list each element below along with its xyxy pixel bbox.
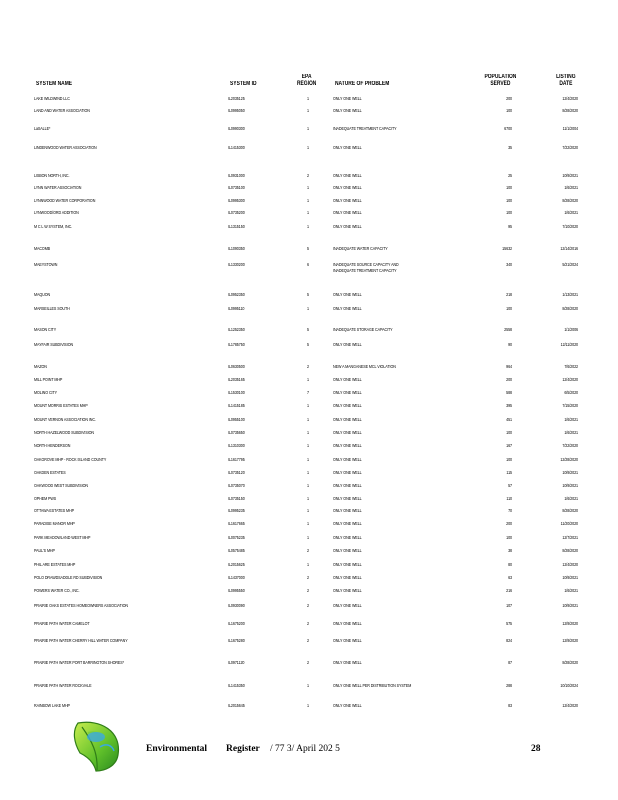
cell-system-id: IL1785750 bbox=[228, 342, 245, 347]
cell-system-name: MAEYSTOWN bbox=[34, 262, 58, 267]
cell-system-id: IL0971120 bbox=[228, 660, 245, 665]
cell-listing-date: 12/4/2020 bbox=[562, 703, 578, 708]
cell-system-id: IL2035165 bbox=[228, 377, 245, 382]
cell-system-id: IL1315150 bbox=[228, 224, 245, 229]
cell-listing-date: 5/21/2024 bbox=[562, 262, 578, 267]
cell-system-id: IL0630500 bbox=[228, 364, 245, 369]
cell-population-served: 575 bbox=[506, 621, 512, 626]
cell-population-served: 216 bbox=[506, 588, 512, 593]
cell-system-id: IL1090350 bbox=[228, 246, 245, 251]
cell-population-served: 87 bbox=[508, 660, 512, 665]
cell-population-served: 35 bbox=[508, 145, 512, 150]
cell-system-id: IL1415300 bbox=[228, 145, 245, 150]
cell-system-id: IL0735650 bbox=[228, 430, 245, 435]
cell-listing-date: 7/15/2020 bbox=[562, 403, 578, 408]
cell-system-id: IL0952350 bbox=[228, 292, 245, 297]
cell-nature-of-problem: ONLY ONE WELL bbox=[333, 198, 362, 203]
cell-population-served: 200 bbox=[506, 377, 512, 382]
cell-nature-of-problem: INADEQUATE TREATMENT CAPACITY bbox=[333, 126, 397, 131]
cell-epa-region: 6 bbox=[307, 262, 309, 267]
cell-population-served: 100 bbox=[506, 306, 512, 311]
cell-population-served: 95 bbox=[508, 224, 512, 229]
cell-listing-date: 12/4/2020 bbox=[562, 96, 578, 101]
cell-nature-of-problem: ONLY ONE WELL bbox=[333, 588, 362, 593]
cell-nature-of-problem: ONLY ONE WELL bbox=[333, 292, 362, 297]
cell-nature-of-problem: ONLY ONE WELL bbox=[333, 521, 362, 526]
cell-listing-date: 8/28/2020 bbox=[562, 306, 578, 311]
header-population-served: POPULATION SERVED bbox=[484, 74, 517, 87]
cell-population-served: 80 bbox=[508, 562, 512, 567]
cell-system-id: IL0930090 bbox=[228, 603, 245, 608]
cell-system-id: IL0735070 bbox=[228, 483, 245, 488]
cell-epa-region: 2 bbox=[307, 173, 309, 178]
cell-nature-of-problem: INADEQUATE STORAGE CAPACITY bbox=[333, 327, 393, 332]
cell-system-id: IL1310300 bbox=[228, 443, 245, 448]
cell-system-id: IL0995050 bbox=[228, 108, 245, 113]
cell-nature-of-problem: ONLY ONE WELL bbox=[333, 548, 362, 553]
cell-system-name: MOLINO CITY bbox=[34, 390, 58, 395]
cell-system-name: POWERS WATER CO., INC. bbox=[34, 588, 80, 593]
cell-system-name: PRAIRIE PATH WATER CAMELOT bbox=[34, 621, 90, 626]
cell-epa-region: 1 bbox=[307, 496, 309, 501]
cell-system-id: IL1437000 bbox=[228, 575, 245, 580]
cell-system-name: PRAIRIE PATH WATER ROCKVALE bbox=[34, 683, 92, 688]
cell-epa-region: 1 bbox=[307, 108, 309, 113]
cell-system-id: IL0990300 bbox=[228, 126, 245, 131]
page-footer bbox=[0, 740, 618, 770]
cell-epa-region: 1 bbox=[307, 430, 309, 435]
cell-system-id: IL0995300 bbox=[228, 198, 245, 203]
cell-population-served: 964 bbox=[506, 364, 512, 369]
cell-listing-date: 12/9/2020 bbox=[562, 638, 578, 643]
cell-listing-date: 12/4/2020 bbox=[562, 562, 578, 567]
cell-nature-of-problem: ONLY ONE WELL bbox=[333, 508, 362, 513]
cell-population-served: 57 bbox=[508, 483, 512, 488]
cell-population-served: 115 bbox=[506, 470, 512, 475]
header-system-name: SYSTEM NAME bbox=[36, 81, 73, 87]
cell-system-name: OPHEM PWS bbox=[34, 496, 57, 501]
cell-listing-date: 10/9/2021 bbox=[562, 603, 578, 608]
cell-epa-region: 1 bbox=[307, 683, 309, 688]
cell-population-served: 200 bbox=[506, 521, 512, 526]
cell-system-name: LINDENWOOD WATER ASSOCIATION bbox=[34, 145, 97, 150]
cell-listing-date: 10/9/2021 bbox=[562, 470, 578, 475]
cell-listing-date: 10/10/2024 bbox=[560, 683, 578, 688]
cell-nature-of-problem: ONLY ONE WELL bbox=[333, 342, 362, 347]
header-epa-region: EPA REGION bbox=[296, 74, 317, 87]
cell-population-served: 100 bbox=[506, 108, 512, 113]
cell-population-served: 107 bbox=[506, 603, 512, 608]
cell-system-name: PHIL ARE ESTATES MHP bbox=[34, 562, 76, 567]
header-listing-date: LISTING DATE bbox=[556, 74, 576, 87]
cell-system-id: IL0735120 bbox=[228, 470, 245, 475]
cell-system-name: LAKE WILDWIND LLC bbox=[34, 96, 70, 101]
cell-population-served: 100 bbox=[506, 430, 512, 435]
cell-system-name: PARADISE MANOR MHP bbox=[34, 521, 75, 526]
cell-system-id: IL1530100 bbox=[228, 390, 245, 395]
cell-population-served: 451 bbox=[506, 417, 512, 422]
cell-epa-region: 1 bbox=[307, 521, 309, 526]
cell-epa-region: 7 bbox=[307, 390, 309, 395]
cell-system-id: IL0955100 bbox=[228, 417, 245, 422]
cell-system-name: OAKGROVE MHP - ROCK ISLAND COUNTY bbox=[34, 457, 107, 462]
cell-nature-of-problem: ONLY ONE WELL bbox=[333, 417, 362, 422]
cell-system-name: POLO DRAWDSADDLE RD SUBDIVISION bbox=[34, 575, 103, 580]
cell-epa-region: 1 bbox=[307, 562, 309, 567]
cell-population-served: 200 bbox=[506, 96, 512, 101]
cell-listing-date: 8/28/2020 bbox=[562, 508, 578, 513]
cell-epa-region: 1 bbox=[307, 483, 309, 488]
cell-nature-of-problem: ONLY ONE WELL bbox=[333, 185, 362, 190]
cell-nature-of-problem: ONLY ONE WELL bbox=[333, 443, 362, 448]
cell-system-id: IL0575485 bbox=[228, 548, 245, 553]
cell-system-name: NORTH HENDERSON bbox=[34, 443, 71, 448]
cell-system-name: MOUNT VERNON ASSOCIATION INC. bbox=[34, 417, 96, 422]
cell-listing-date: 11/1/2004 bbox=[562, 126, 578, 131]
cell-listing-date: 12/7/2021 bbox=[562, 535, 578, 540]
cell-population-served: 100 bbox=[506, 210, 512, 215]
cell-system-name: MACOMB bbox=[34, 246, 51, 251]
cell-listing-date: 1/6/2021 bbox=[564, 496, 578, 501]
cell-system-name: PRAIRIE OAKS ESTATES HOMEOWNERS ASSOCIATION bbox=[34, 603, 128, 608]
cell-system-id: IL0735150 bbox=[228, 496, 245, 501]
cell-nature-of-problem: ONLY ONE WELL bbox=[333, 403, 362, 408]
cell-system-id: IL1675280 bbox=[228, 638, 245, 643]
cell-listing-date: 12/4/2020 bbox=[562, 377, 578, 382]
cell-epa-region: 5 bbox=[307, 342, 309, 347]
cell-epa-region: 1 bbox=[307, 470, 309, 475]
cell-listing-date: 8/28/2020 bbox=[562, 198, 578, 203]
cell-listing-date: 10/9/2021 bbox=[562, 483, 578, 488]
cell-epa-region: 1 bbox=[307, 224, 309, 229]
cell-epa-region: 5 bbox=[307, 327, 309, 332]
cell-population-served: 2558 bbox=[504, 327, 512, 332]
cell-system-id: IL1675200 bbox=[228, 621, 245, 626]
header-nature-of-problem: NATURE OF PROBLEM bbox=[335, 81, 390, 87]
cell-nature-of-problem: ONLY ONE WELL bbox=[333, 621, 362, 626]
cell-system-id: IL2015625 bbox=[228, 562, 245, 567]
cell-listing-date: 8/28/2020 bbox=[562, 548, 578, 553]
cell-listing-date: 12/11/2020 bbox=[560, 342, 578, 347]
cell-listing-date: 7/6/2022 bbox=[564, 364, 578, 369]
cell-population-served: 63 bbox=[508, 575, 512, 580]
cell-system-id: IL1415350 bbox=[228, 683, 245, 688]
cell-nature-of-problem: ONLY ONE WELL bbox=[333, 173, 362, 178]
cell-system-name: OAKWOOD WEST SUBDIVISION bbox=[34, 483, 88, 488]
cell-listing-date: 1/6/2021 bbox=[564, 417, 578, 422]
cell-nature-of-problem: ONLY ONE WELL bbox=[333, 430, 362, 435]
cell-system-name: LYNNWOOD WATER CORPORATION bbox=[34, 198, 96, 203]
cell-system-id: IL0995550 bbox=[228, 588, 245, 593]
cell-system-id: IL1330200 bbox=[228, 262, 245, 267]
cell-system-name: MAZON bbox=[34, 364, 47, 369]
cell-population-served: 110 bbox=[506, 496, 512, 501]
cell-epa-region: 2 bbox=[307, 621, 309, 626]
cell-system-name: OAKDEN ESTATES bbox=[34, 470, 66, 475]
cell-population-served: 100 bbox=[506, 457, 512, 462]
cell-system-id: IL0995235 bbox=[228, 508, 245, 513]
cell-epa-region: 2 bbox=[307, 548, 309, 553]
cell-population-served: 38 bbox=[508, 548, 512, 553]
cell-epa-region: 1 bbox=[307, 508, 309, 513]
cell-system-id: IL1415185 bbox=[228, 403, 245, 408]
cell-nature-of-problem: ONLY ONE WELL bbox=[333, 224, 362, 229]
cell-listing-date: 12/9/2020 bbox=[562, 621, 578, 626]
cell-epa-region: 1 bbox=[307, 443, 309, 448]
cell-population-served: 100 bbox=[506, 535, 512, 540]
cell-population-served: 83 bbox=[508, 703, 512, 708]
cell-listing-date: 1/6/2021 bbox=[564, 588, 578, 593]
cell-nature-of-problem: ONLY ONE WELL bbox=[333, 306, 362, 311]
cell-epa-region: 2 bbox=[307, 588, 309, 593]
cell-nature-of-problem: ONLY ONE WELL bbox=[333, 638, 362, 643]
cell-nature-of-problem: ONLY ONE WELL bbox=[333, 483, 362, 488]
cell-listing-date: 8/28/2020 bbox=[562, 108, 578, 113]
cell-system-name: LYNN WATER ASSOCIATION bbox=[34, 185, 82, 190]
cell-system-name: LaSALLE* bbox=[34, 126, 51, 131]
cell-nature-of-problem: INADEQUATE WATER CAPACITY bbox=[333, 246, 388, 251]
cell-nature-of-problem: ONLY ONE WELL bbox=[333, 470, 362, 475]
cell-system-id: IL1617795 bbox=[228, 457, 245, 462]
cell-epa-region: 1 bbox=[307, 535, 309, 540]
cell-system-name: PRAIRIE PATH WATER PORT BARRINGTON SHORES* bbox=[34, 660, 125, 665]
cell-epa-region: 1 bbox=[307, 403, 309, 408]
cell-system-id: IL0931000 bbox=[228, 173, 245, 178]
cell-epa-region: 5 bbox=[307, 246, 309, 251]
cell-epa-region: 1 bbox=[307, 417, 309, 422]
cell-population-served: 25 bbox=[508, 173, 512, 178]
cell-population-served: 395 bbox=[506, 403, 512, 408]
cell-listing-date: 7/22/2020 bbox=[562, 145, 578, 150]
cell-population-served: 70 bbox=[508, 508, 512, 513]
header-system-id: SYSTEM ID bbox=[230, 81, 257, 87]
cell-system-name: PARK MEADOWLAND WEST MHP bbox=[34, 535, 91, 540]
cell-system-name: MILL POINT MHP bbox=[34, 377, 63, 382]
cell-system-name: NORTH HAZELWOOD SUBDIVISION bbox=[34, 430, 94, 435]
cell-listing-date: 1/1/2006 bbox=[564, 327, 578, 332]
cell-epa-region: 2 bbox=[307, 660, 309, 665]
cell-system-name: LAND AND WATER ASSOCIATION bbox=[34, 108, 90, 113]
cell-epa-region: 5 bbox=[307, 292, 309, 297]
cell-listing-date: 12/14/2016 bbox=[560, 246, 578, 251]
cell-nature-of-problem: ONLY ONE WELL bbox=[333, 457, 362, 462]
cell-system-name: MAYFAIR SUBDIVISION bbox=[34, 342, 74, 347]
cell-population-served: 340 bbox=[506, 262, 512, 267]
cell-epa-region: 1 bbox=[307, 145, 309, 150]
cell-epa-region: 1 bbox=[307, 210, 309, 215]
cell-system-name: M C L W SYSTEM, INC. bbox=[34, 224, 73, 229]
cell-nature-of-problem: ONLY ONE WELL bbox=[333, 390, 362, 395]
cell-epa-region: 1 bbox=[307, 703, 309, 708]
footer-register: Register bbox=[226, 744, 260, 754]
cell-system-id: IL1617665 bbox=[228, 521, 245, 526]
cell-system-name: MASON CITY bbox=[34, 327, 57, 332]
cell-nature-of-problem: ONLY ONE WELL PER DISTRIBUTION SYSTEM bbox=[333, 683, 412, 688]
cell-listing-date: 1/6/2021 bbox=[564, 430, 578, 435]
cell-listing-date: 12/28/2020 bbox=[560, 457, 578, 462]
cell-nature-of-problem: ONLY ONE WELL bbox=[333, 575, 362, 580]
cell-listing-date: 10/9/2021 bbox=[562, 173, 578, 178]
cell-system-name: OTTAWA ESTATES MHP bbox=[34, 508, 74, 513]
cell-epa-region: 1 bbox=[307, 126, 309, 131]
cell-listing-date: 1/6/2021 bbox=[564, 210, 578, 215]
cell-system-name: LYNWOOD/ORD ADDITION bbox=[34, 210, 79, 215]
cell-population-served: 6700 bbox=[504, 126, 512, 131]
cell-system-name: PRAIRIE PATH WATER CHERRY HILL WATER COMPANY bbox=[34, 638, 128, 643]
footer-page-number: 28 bbox=[531, 744, 541, 754]
cell-listing-date: 11/20/2020 bbox=[560, 521, 578, 526]
footer-publication: Environmental bbox=[146, 744, 208, 754]
cell-system-id: IL2015645 bbox=[228, 703, 245, 708]
cell-system-id: IL2035125 bbox=[228, 96, 245, 101]
cell-system-name: MARSEILLES SOUTH bbox=[34, 306, 70, 311]
cell-population-served: 90 bbox=[508, 342, 512, 347]
cell-population-served: 824 bbox=[506, 638, 512, 643]
cell-population-served: 218 bbox=[506, 292, 512, 297]
footer-issue: / 77 3/ April 202 5 bbox=[270, 744, 340, 754]
cell-system-name: PAUL'S MHP bbox=[34, 548, 55, 553]
cell-nature-of-problem: ONLY ONE WELL bbox=[333, 145, 362, 150]
cell-nature-of-problem: ONLY ONE WELL bbox=[333, 108, 362, 113]
cell-system-name: RAINBOW LAKE MHP bbox=[34, 703, 70, 708]
cell-nature-of-problem: ONLY ONE WELL bbox=[333, 96, 362, 101]
cell-system-id: IL0735100 bbox=[228, 185, 245, 190]
cell-listing-date: 1/13/2021 bbox=[562, 292, 578, 297]
cell-population-served: 100 bbox=[506, 198, 512, 203]
cell-epa-region: 2 bbox=[307, 364, 309, 369]
cell-listing-date: 6/5/2020 bbox=[564, 390, 578, 395]
cell-system-name: MOUNT MORRIS ESTATES MHP bbox=[34, 403, 88, 408]
cell-nature-of-problem: ONLY ONE WELL bbox=[333, 562, 362, 567]
cell-system-name: MAQUON bbox=[34, 292, 51, 297]
cell-epa-region: 1 bbox=[307, 306, 309, 311]
cell-epa-region: 2 bbox=[307, 638, 309, 643]
cell-system-id: IL0735200 bbox=[228, 210, 245, 215]
cell-epa-region: 1 bbox=[307, 377, 309, 382]
cell-listing-date: 1/6/2021 bbox=[564, 185, 578, 190]
cell-system-id: IL1252350 bbox=[228, 327, 245, 332]
cell-epa-region: 2 bbox=[307, 575, 309, 580]
cell-listing-date: 7/22/2020 bbox=[562, 443, 578, 448]
cell-nature-of-problem: ONLY ONE WELL bbox=[333, 660, 362, 665]
cell-nature-of-problem: ONLY ONE WELL bbox=[333, 377, 362, 382]
cell-nature-of-problem: INADEQUATE SOURCE CAPACITY AND INADEQUATE TREATMENT CAPACITY bbox=[333, 262, 399, 273]
cell-nature-of-problem: ONLY ONE WELL bbox=[333, 535, 362, 540]
cell-epa-region: 1 bbox=[307, 96, 309, 101]
cell-epa-region: 1 bbox=[307, 198, 309, 203]
cell-population-served: 15632 bbox=[502, 246, 512, 251]
cell-population-served: 100 bbox=[506, 185, 512, 190]
cell-nature-of-problem: ONLY ONE WELL bbox=[333, 703, 362, 708]
cell-population-served: 288 bbox=[506, 683, 512, 688]
cell-epa-region: 2 bbox=[307, 603, 309, 608]
cell-epa-region: 1 bbox=[307, 457, 309, 462]
cell-nature-of-problem: NEW A MANGANESE MCL VIOLATION bbox=[333, 364, 396, 369]
cell-population-served: 167 bbox=[506, 443, 512, 448]
cell-nature-of-problem: ONLY ONE WELL bbox=[333, 496, 362, 501]
cell-nature-of-problem: ONLY ONE WELL bbox=[333, 210, 362, 215]
cell-system-id: IL0075235 bbox=[228, 535, 245, 540]
cell-population-served: 588 bbox=[506, 390, 512, 395]
cell-nature-of-problem: ONLY ONE WELL bbox=[333, 603, 362, 608]
cell-epa-region: 1 bbox=[307, 185, 309, 190]
cell-listing-date: 10/9/2021 bbox=[562, 575, 578, 580]
cell-system-name: LISBON NORTH, INC. bbox=[34, 173, 70, 178]
cell-listing-date: 8/28/2020 bbox=[562, 660, 578, 665]
cell-listing-date: 7/10/2020 bbox=[562, 224, 578, 229]
cell-system-id: IL0995110 bbox=[228, 306, 245, 311]
